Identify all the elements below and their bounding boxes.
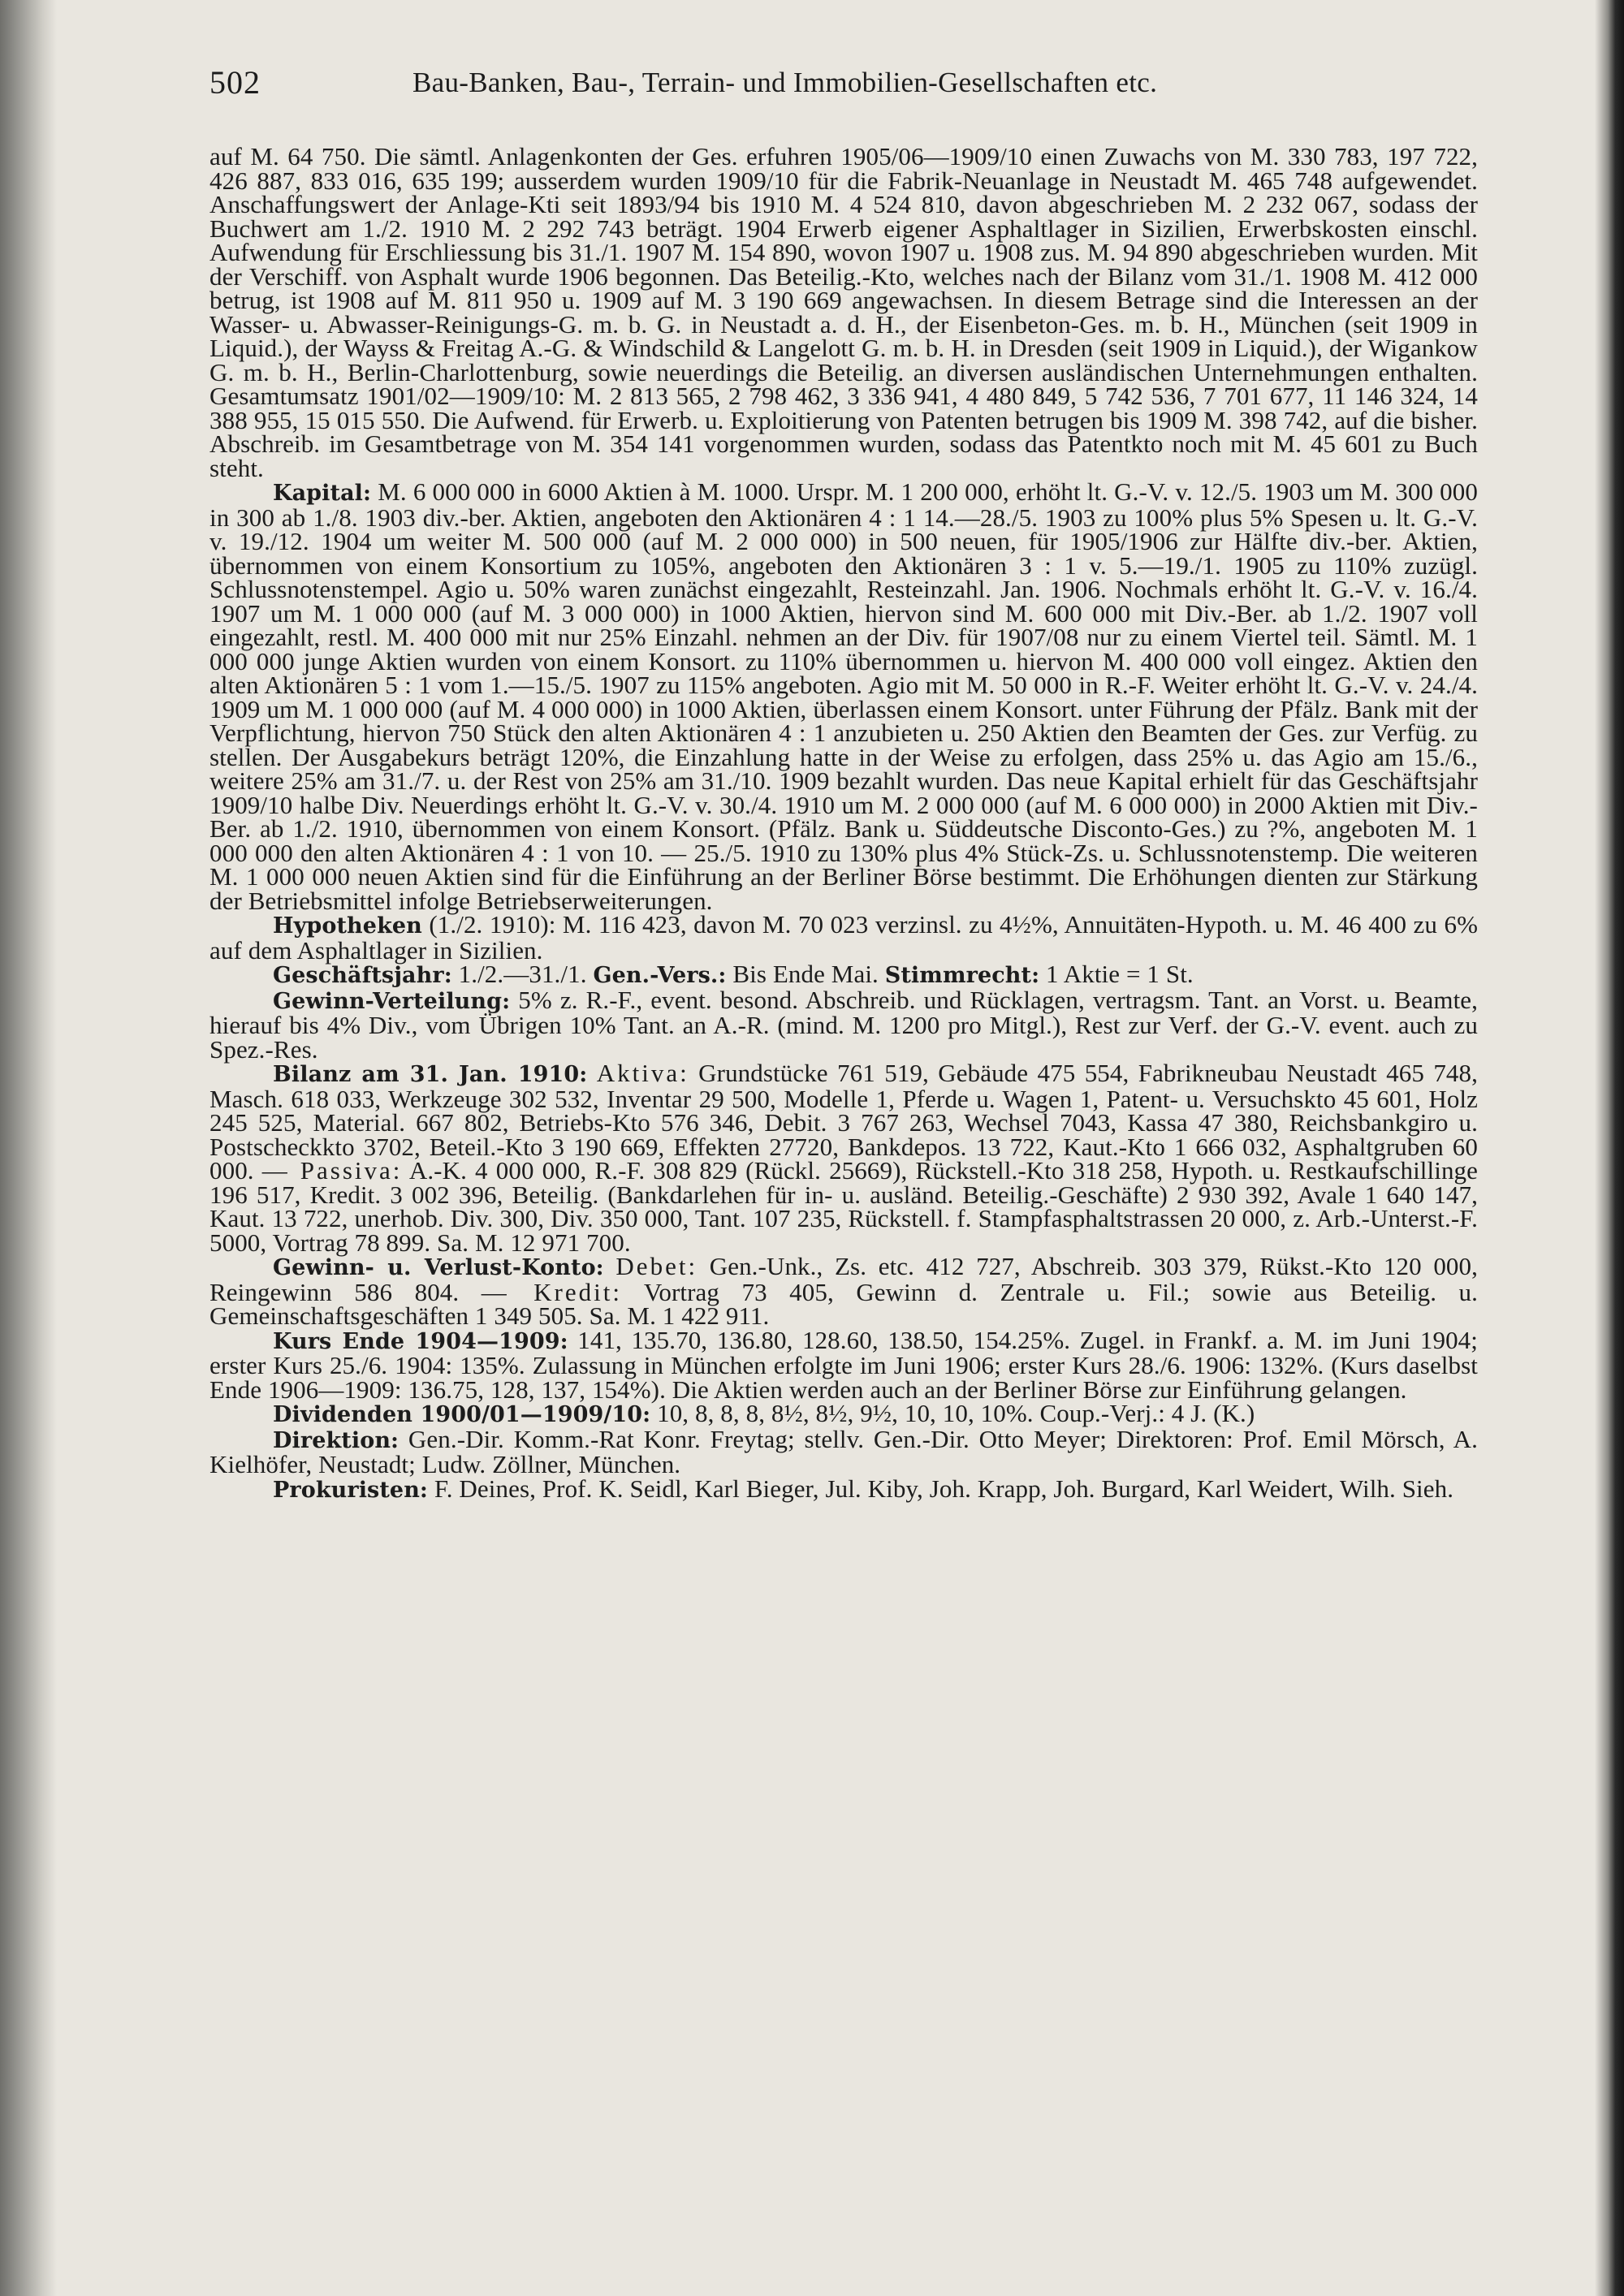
section-text: Gen.-Unk., Zs. etc. 412 727, Abschreib. 303 379, Rükst.-Kto 120 000, Reingewinn 586 804. [209,1252,1478,1306]
section-label: Kurs Ende 1904—1909: [273,1328,568,1354]
section-text: Bis Ende Mai. [732,960,879,988]
running-title: Bau-Banken, Bau-, Terrain- und Immobilien-Gesellschaften etc. [412,67,1158,98]
section-label: Geschäftsjahr: [273,963,452,988]
section-geschaeftsjahr [209,962,1478,988]
section-label: Kapital: [273,481,372,506]
section-label: Gen.-Vers.: [593,963,727,988]
section-label: Bilanz am 31. Jan. 1910: [273,1062,588,1087]
section-text: 5% z. R.-F., event. besond. Abschreib. und Rücklagen, vertragsm. Tant. an Vorst. u. Beamte, hierauf bis 4% Div., vom Übrigen 10% Tant. an A.-R. (mind. M. 1200 pro Mitgl.), Rest zur Verf. der G.-V. event. auch zu Spez.-Res. [209,985,1479,1064]
section-text: A.-K. 4 000 000, R.-F. 308 829 (Rückl. 25669), Rückstell.-Kto 318 258, Hypoth. u. Restkaufschillinge 196 517, Kredit. 3 002 396, Beteilig. (Bankdarlehen für in- u. ausländ. Beteilig.-Geschäfte) 2 930 392, Avale 1 640 147, Kaut. 13 722, unerhob. Div. 300, Div. 350 000, Tant. 107 235, Rückstell. f. Stampfasphaltstrassen 20 000, z. Arb.-Unterst.-F. 5000, Vortrag 78 899. Sa. M. 12 971 700. [209,1156,1478,1257]
spine-shadow [0,0,57,2296]
section-gewinn-verteilung [209,985,1479,1064]
section-text: Grundstücke 761 519, Gebäude 475 554, Fabrikneubau Neustadt 465 748, Masch. 618 033, Werkzeuge 302 532, Inventar 29 500, Modelle 1, Pferde u. Wagen 1, Patent- u. Versuchsktо 45 601, Holz 245 525, Material. 667 802, Betriebs-Kto 576 346, Debit. 3 767 263, Wechsel 7043, Kassa 47 380, Reichsbankgiro u. Postscheckkto 3702, Beteil.-Kto 3 190 669, Effekten 27720, Bankdepos. 13 722, Kaut.-Kto 1 666 032, Asphaltgruben 60 000. [209,1059,1478,1185]
section-text: 1 Aktie = 1 St. [1046,960,1194,988]
section-label: Hypotheken [273,913,422,939]
section-text: 141, 135.70, 136.80, 128.60, 138.50, 154.25%. Zugel. in Frankf. a. M. im Juni 1904; erster Kurs 25./6. 1904: 135%. Zulassung in München erfolgte im Juni 1906; erster Kurs 28./6. 1906: 132%. (Kurs daselbst Ende 1906—1909: 136.75, 128, 137, 154%). Die Aktien werden auch an der Berliner Börse zur Einführung gelangen. [209,1325,1478,1404]
section-label: Prokuristen: [273,1477,429,1503]
passiva-label: — Passiva: [261,1156,403,1185]
section-text: 1./2.—31./1. [458,960,587,988]
section-label: Gewinn- u. Verlust-Konto: [273,1255,604,1280]
intro-paragraph: auf M. 64 750. Die sämtl. Anlagenkonten der Ges. erfuhren 1905/06—1909/10 einen Zuwachs von M. 330 783, 197 722, 426 887, 833 016, 635 199; ausserdem wurden 1909/10 für die Fabrik-Neuanlage in Neustadt M. 465 748 aufgewendet. Anschaffungswert der Anlage-Kti seit 1893/94 bis 1910 M. 4 524 810, davon abgeschrieben M. 2 232 067, sodass der Buchwert am 1./2. 1910 M. 2 292 743 beträgt. 1904 Erwerb eigener Asphaltlager in Sizilien, Erwerbskosten einschl. Aufwendung für Erschliessung bis 31./1. 1907 M. 154 890, wovon 1907 u. 1908 zus. M. 94 890 abgeschrieben wurden. Mit der Verschiff. von Asphalt wurde 1906 begonnen. Das Beteilig.-Kto, welches nach der Bilanz vom 31./1. 1908 M. 412 000 betrug, ist 1908 auf M. 811 950 u. 1909 auf M. 3 190 669 angewachsen. In diesem Betrage sind die Interessen an der Wasser- u. Abwasser-Reinigungs-G. m. b. G. in Neustadt a. d. H., der Eisenbeton-Ges. m. b. H., München (seit 1909 in Liquid.), der Wayss & Freitag A.-G. & Windschild & Langelott G. m. b. H. in Dresden (seit 1909 in Liquid.), der Wigankow G. m. b. H., Berlin-Charlottenburg, sowie neuerdings die Beteilig. an diversen ausländischen Unternehmungen enthalten. Gesamtumsatz 1901/02—1909/10: M. 2 813 565, 2 798 462, 3 336 941, 4 480 849, 5 742 536, 7 701 677, 11 146 324, 14 388 955, 15 015 550. Die Aufwend. für Erwerb. u. Exploitierung von Patenten betrugen bis 1909 M. 398 742, auf die bisher. Abschreib. im Gesamtbetrage von M. 354 141 vorgenommen wurden, sodass das Patentkto noch mit M. 45 601 zu Buch steht. [209,142,1478,482]
section-text: M. 6 000 000 in 6000 Aktien à M. 1000. Urspr. M. 1 200 000, erhöht lt. G.-V. v. 12./5. 1903 um M. 300 000 in 300 ab 1./8. 1903 div.-ber. Aktien, angeboten den Aktionären 4 : 1 14.—28./5. 1903 zu 100% plus 5% Spesen u. lt. G.-V. v. 19./12. 1904 um weiter M. 500 000 (auf M. 2 000 000) in 500 neuen, für 1905/1906 zur Hälfte div.-ber. Aktien, übernommen von einem Konsortium zu 105%, angeboten den Aktionären 3 : 1 v. 5.—19./1. 1905 zu 110% zuzügl. Schlussnotenstempel. Agio u. 50% waren zunächst eingezahlt, Resteinzahl. Jan. 1906. Nochmals erhöht lt. G.-V. v. 16./4. 1907 um M. 1 000 000 (auf M. 3 000 000) in 1000 Aktien, hiervon sind M. 600 000 mit Div.-Ber. ab 1./2. 1907 voll eingezahlt, restl. M. 400 000 mit nur 25% Einzahl. nehmen an der Div. für 1907/08 nur zu einem Viertel teil. Sämtl. M. 1 000 000 junge Aktien wurden von einem Konsort. zu 110% übernommen u. hiervon M. 400 000 voll eingez. Aktien den alten Aktionären 5 : 1 vom 1.—15./5. 1907 zu 115% angeboten. Agio mit M. 50 000 in R.-F. Weiter erhöht lt. G.-V. v. 24./4. 1909 um M. 1 000 000 (auf M. 4 000 000) in 1000 Aktien, überlassen einem Konsort. unter Führung der Pfälz. Bank mit der Verpflichtung, hiervon 750 Stück den alten Aktionären 4 : 1 anzubieten u. 250 Aktien den Beamten der Ges. zur Verfüg. zu stellen. Der Ausgabekurs beträgt 120%, die Einzahlung hatte in der Weise zu erfolgen, dass 25% u. das Agio am 15./6., weitere 25% am 31./7. u. der Rest von 25% am 31./10. 1909 bezahlt wurden. Das neue Kapital erhielt für das Geschäftsjahr 1909/10 halbe Div. Neuerdings erhöht lt. G.-V. v. 30./4. 1910 um M. 2 000 000 (auf M. 6 000 000) in 2000 Aktien mit Div.-Ber. ab 1./2. 1910, übernommen von einem Konsort. (Pfälz. Bank u. Süddeutsche Disconto-Ges.) zu ?%, angeboten M. 1 000 000 den alten Aktionären 4 : 1 von 10. — 25./5. 1910 zu 130% plus 4% Stück-Zs. u. Schlussnotenstemp. Die weiteren M. 1 000 000 neuen Aktien sind für die Einführung an der Berliner Börse bestimmt. Die Erhöhungen dienten zur Stärkung der Betriebsmittel infolge Betriebserweiterungen. [209,477,1478,915]
body-text [209,142,1479,1503]
page-edge [1595,0,1624,2296]
section-prokuristen [209,1474,1478,1503]
section-text: 10, 8, 8, 8, 8½, 8½, 9½, 10, 10, 10%. Coup.-Verj.: 4 J. (K.) [657,1399,1255,1427]
kredit-label: — Kredit: [481,1277,622,1306]
section-label: Gewinn-Verteilung: [273,988,511,1014]
section-hypotheken [209,910,1478,965]
debet-label: Debet: [615,1252,698,1280]
section-text: (1./2. 1910): M. 116 423, davon M. 70 023 verzinsl. zu 4½%, Annuitäten-Hypoth. u. M. 46 400 zu 6% auf dem Asphaltlager in Sizilien. [209,910,1478,965]
section-gewinn-verlust [209,1254,1478,1328]
section-kurs [209,1325,1478,1404]
section-label: Direktion: [273,1427,400,1453]
section-kapital [209,477,1478,915]
section-label: Stimmrecht: [884,963,1040,988]
section-bilanz [209,1059,1478,1257]
section-label: Dividenden 1900/01—1909/10: [273,1402,651,1427]
section-dividenden [209,1401,1478,1427]
section-text: Gen.-Dir. Komm.-Rat Konr. Freytag; stellv. Gen.-Dir. Otto Meyer; Direktoren: Prof. Emil Mörsch, A. Kielhöfer, Neustadt; Ludw. Zöllner, München. [209,1424,1478,1478]
section-direktion [209,1424,1478,1478]
running-head [209,63,1476,109]
section-text: F. Deines, Prof. K. Seidl, Karl Bieger, Jul. Kiby, Joh. Krapp, Joh. Burgard, Karl Weidert, Wilh. Sieh. [434,1474,1454,1503]
section-text: Vortrag 73 405, Gewinn d. Zentrale u. Fil.; sowie aus Beteilig. u. Gemeinschaftsgeschäften 1 349 505. Sa. M. 1 422 911. [209,1277,1478,1330]
aktiva-label: Aktiva: [596,1059,689,1087]
page-number: 502 [209,64,261,101]
